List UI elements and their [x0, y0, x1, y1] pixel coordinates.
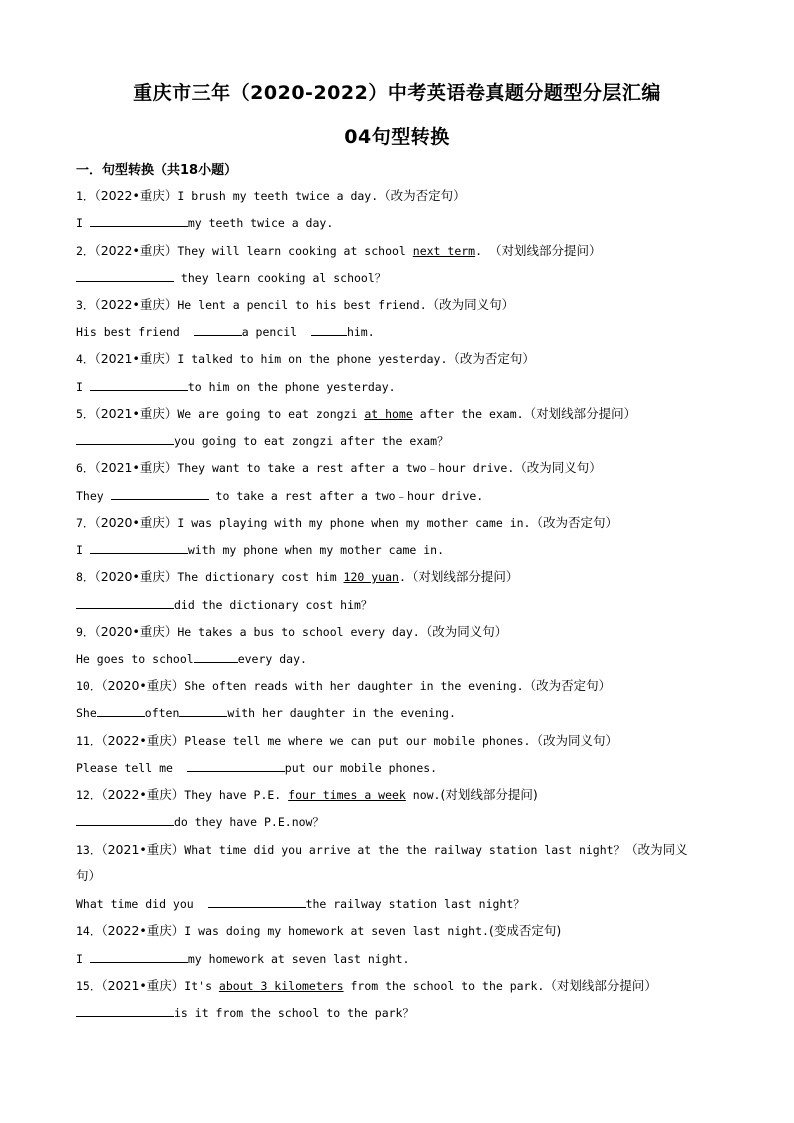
- question-6: 6．（2021•重庆）They want to take a rest after a two﹣hour drive.（改为同义句）: [76, 460, 602, 475]
- question-3: 3．（2022•重庆）He lent a pencil to his best friend.（改为同义句）: [76, 297, 515, 312]
- underlined-part: next term: [412, 244, 476, 258]
- question-2: 2．（2022•重庆）They will learn cooking at school next term. （对划线部分提问）: [76, 243, 602, 258]
- answer-13: What time did you the railway station last night？: [76, 897, 525, 911]
- answer-10: She often with her daughter in the evening.: [76, 706, 456, 720]
- question-15: 15．（2021•重庆）It's about 3 kilometers from the school to the park.（对划线部分提问）: [76, 978, 657, 993]
- question-1: [76, 187, 718, 205]
- answer-12: do they have P.E.now？: [76, 813, 718, 831]
- answer-blank[interactable]: [90, 950, 188, 963]
- answer-blank[interactable]: [90, 541, 188, 554]
- answer-blank[interactable]: [76, 1004, 174, 1017]
- answer-blank[interactable]: [76, 269, 174, 282]
- answer-blank[interactable]: [76, 813, 174, 826]
- answer-9: He goes to school every day.: [76, 652, 307, 666]
- answer-14: I my homework at seven last night.: [76, 952, 410, 966]
- question-5: 5．（2021•重庆）We are going to eat zongzi at home after the exam.（对划线部分提问）: [76, 406, 637, 421]
- answer-blank[interactable]: [97, 704, 145, 717]
- answer-4: I to him on the phone yesterday.: [76, 380, 396, 394]
- answer-5: you going to eat zongzi after the exam？: [76, 432, 718, 450]
- section-heading: 一．句型转换（共18小题）: [76, 163, 238, 178]
- answer-blank[interactable]: [194, 650, 238, 663]
- answer-blank[interactable]: [90, 214, 188, 227]
- answer-blank[interactable]: [194, 323, 242, 336]
- answer-blank[interactable]: [187, 759, 285, 772]
- question-9: 9．（2020•重庆）He takes a bus to school every day.（改为同义句）: [76, 624, 508, 639]
- answer-1: I my teeth twice a day.: [76, 216, 334, 230]
- question-8: 8．（2020•重庆）The dictionary cost him 120 yuan.（对划线部分提问）: [76, 569, 519, 584]
- document-subtitle: 04句型转换: [344, 126, 450, 148]
- answer-2: they learn cooking al school？: [76, 269, 718, 287]
- question-13: 13．（2021•重庆）What time did you arrive at the the railway station last night？（改为同义: [76, 842, 688, 857]
- question-source: （2022•重庆）: [94, 188, 178, 203]
- document-title: 重庆市三年（2020-2022）中考英语卷真题分题型分层汇编: [133, 82, 661, 104]
- answer-blank[interactable]: [76, 432, 174, 445]
- question-text: I brush my teeth twice a day.: [177, 189, 379, 203]
- answer-blank[interactable]: [179, 704, 227, 717]
- question-number: 1．: [76, 189, 95, 203]
- answer-11: Please tell me put our mobile phones.: [76, 761, 438, 775]
- answer-8: did the dictionary cost him？: [76, 596, 718, 614]
- question-10: 10．（2020•重庆）She often reads with her daughter in the evening.（改为否定句）: [76, 678, 612, 693]
- answer-blank[interactable]: [208, 895, 306, 908]
- answer-blank[interactable]: [76, 596, 174, 609]
- question-14: 14．（2022•重庆）I was doing my homework at seven last night.(变成否定句): [76, 923, 562, 938]
- answer-15: is it from the school to the park？: [76, 1004, 718, 1022]
- answer-3: His best friend a pencil him.: [76, 325, 375, 339]
- question-12: 12．（2022•重庆）They have P.E. four times a week now.(对划线部分提问): [76, 787, 538, 802]
- answer-6: They to take a rest after a two﹣hour drive.: [76, 489, 484, 503]
- answer-7: I with my phone when my mother came in.: [76, 543, 445, 557]
- question-task: （改为否定句）: [378, 188, 466, 203]
- answer-blank[interactable]: [90, 378, 188, 391]
- question-4: 4．（2021•重庆）I talked to him on the phone yesterday.（改为否定句）: [76, 351, 535, 366]
- answer-blank[interactable]: [111, 487, 209, 500]
- answer-blank[interactable]: [311, 323, 347, 336]
- question-7: 7．（2020•重庆）I was playing with my phone when my mother came in.（改为否定句）: [76, 515, 618, 530]
- question-11: 11．（2022•重庆）Please tell me where we can put our mobile phones.（改为同义句）: [76, 733, 618, 748]
- question-13-cont: 句）: [76, 868, 102, 883]
